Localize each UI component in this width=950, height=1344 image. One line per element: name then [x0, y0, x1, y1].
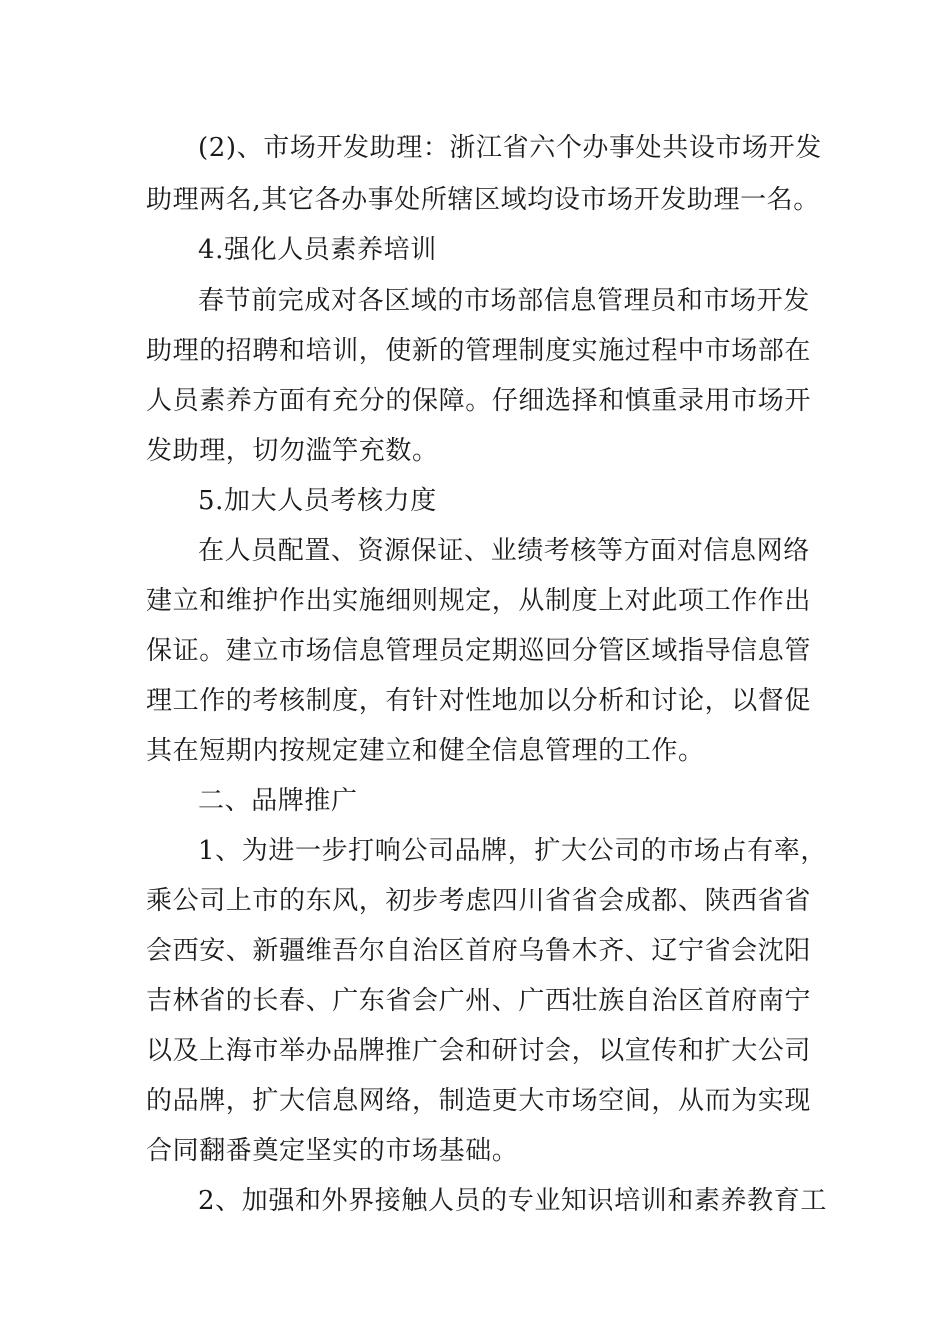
section-heading: 二、品牌推广 [198, 786, 358, 816]
paragraph-line: 助理的招聘和培训，使新的管理制度实施过程中市场部在 [146, 336, 812, 366]
paragraph-line: 其在短期内按规定建立和健全信息管理的工作。 [146, 736, 705, 766]
paragraph-line: 人员素养方面有充分的保障。仔细选择和慎重录用市场开 [146, 386, 812, 416]
paragraph-line: 吉林省的长春、广东省会广州、广西壮族自治区首府南宁 [146, 986, 812, 1016]
paragraph-line: 发助理，切勿滥竽充数。 [146, 436, 439, 466]
paragraph-line: 春节前完成对各区域的市场部信息管理员和市场开发 [198, 286, 810, 316]
paragraph-line: 乘公司上市的东风，初步考虑四川省省会成都、陕西省省 [146, 886, 812, 916]
paragraph-line: (2)、市场开发助理：浙江省六个办事处共设市场开发 [198, 133, 822, 163]
paragraph-line: 在人员配置、资源保证、业绩考核等方面对信息网络 [198, 536, 810, 566]
paragraph-line: 2、加强和外界接触人员的专业知识培训和素养教育工 [198, 1186, 827, 1216]
paragraph-line: 保证。建立市场信息管理员定期巡回分管区域指导信息管 [146, 636, 812, 666]
paragraph-line: 的品牌，扩大信息网络，制造更大市场空间，从而为实现 [146, 1086, 812, 1116]
paragraph-line: 理工作的考核制度，有针对性地加以分析和讨论，以督促 [146, 686, 812, 716]
paragraph-line: 建立和维护作出实施细则规定，从制度上对此项工作作出 [146, 586, 812, 616]
paragraph-line: 助理两名,其它各办事处所辖区域均设市场开发助理一名。 [146, 185, 820, 215]
paragraph-line: 会西安、新疆维吾尔自治区首府乌鲁木齐、辽宁省会沈阳 [146, 936, 812, 966]
paragraph-line: 合同翻番奠定坚实的市场基础。 [146, 1136, 519, 1166]
section-heading: 5.加大人员考核力度 [198, 486, 437, 516]
section-heading: 4.强化人员素养培训 [198, 235, 437, 265]
paragraph-line: 以及上海市举办品牌推广会和研讨会，以宣传和扩大公司 [146, 1036, 812, 1066]
paragraph-line: 1、为进一步打响公司品牌，扩大公司的市场占有率， [198, 836, 827, 866]
